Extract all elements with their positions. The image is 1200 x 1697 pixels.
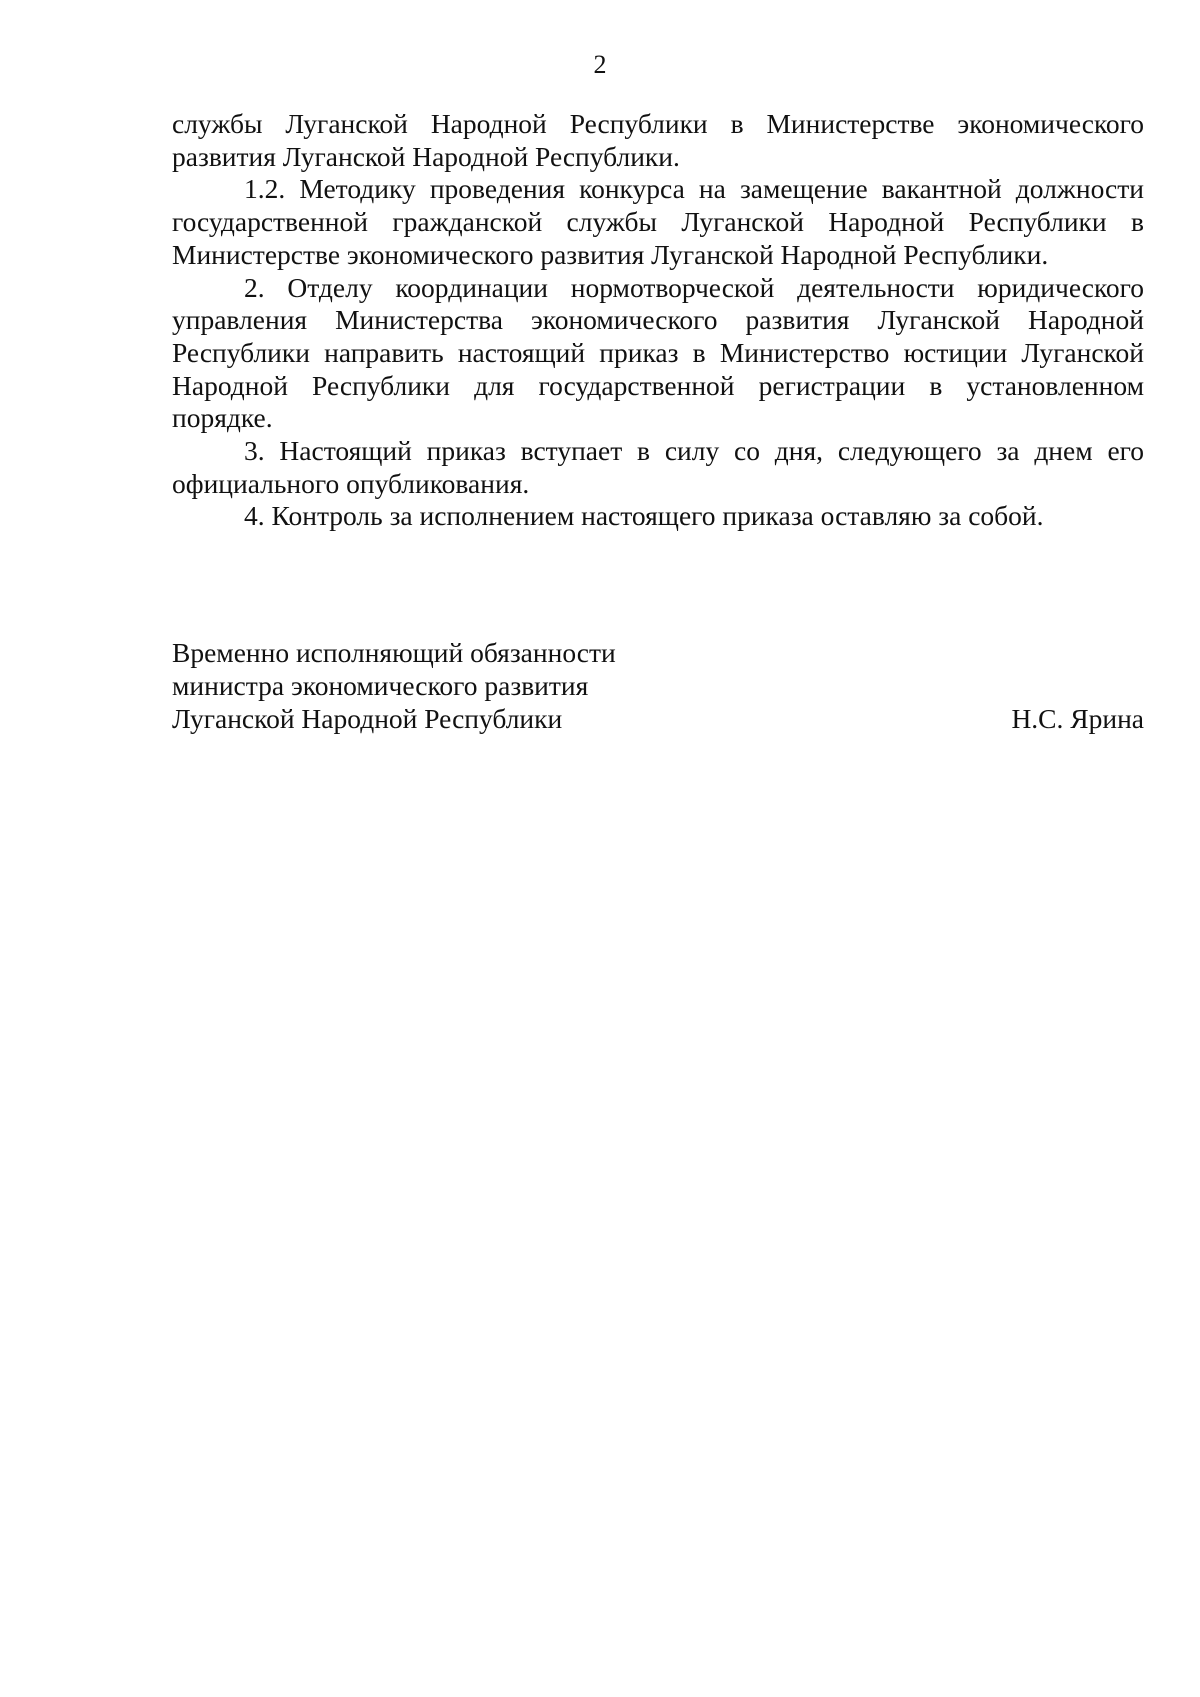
signature-position-line-3: Луганской Народной Республики [172, 703, 563, 734]
paragraph-item-3: 3. Настоящий приказ вступает в силу со дня, следующего за днем его официального опубликования. [172, 435, 1144, 499]
page-number: 2 [593, 50, 607, 79]
signature-position-line-2: министра экономического развития [172, 670, 589, 701]
signatory-name: Н.С. Ярина [1011, 703, 1144, 734]
document-body [172, 108, 1144, 533]
paragraph-item-1-2: 1.2. Методику проведения конкурса на замещение вакантной должности государственной гражданской службы Луганской Народной Республики в Министерстве экономического развития Луганской Народной Республики. [172, 173, 1144, 270]
paragraph-continuation: службы Луганской Народной Республики в Министерстве экономического развития Луганской Народной Республики. [172, 108, 1144, 172]
signature-final-row [172, 702, 1144, 735]
signature-position-line-1: Временно исполняющий обязанности [172, 637, 616, 668]
signature-block [172, 636, 1144, 735]
paragraph-item-4: 4. Контроль за исполнением настоящего приказа оставляю за собой. [244, 500, 1044, 532]
paragraph-item-2: 2. Отделу координации нормотворческой деятельности юридического управления Министерства экономического развития Луганской Народной Республики направить настоящий приказ в Министерство юстиции Луганской Народной Республики для государственной регистрации в установленном порядке. [172, 271, 1144, 434]
